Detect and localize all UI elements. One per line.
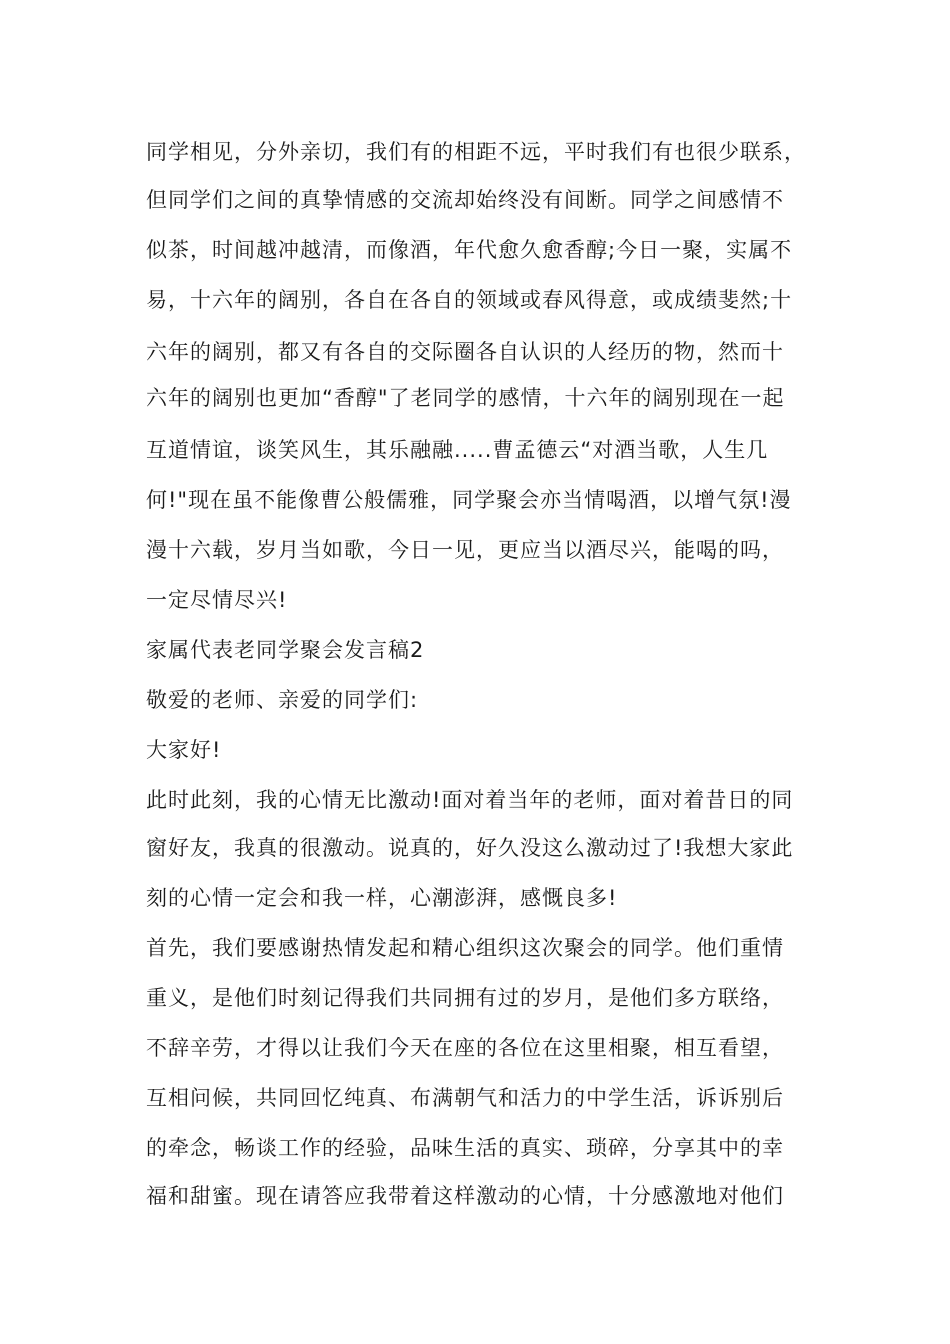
text-line: 但同学们之间的真挚情感的交流却始终没有间断。同学之间感情不 [146,188,784,212]
text-line: 一定尽情尽兴! [146,588,288,612]
salutation: 敬爱的老师、亲爱的同学们: [146,688,419,712]
text-line: 六年的阔别，都又有各自的交际圈各自认识的人经历的物，然而十 [146,340,784,364]
text-line: 此时此刻，我的心情无比激动!面对着当年的老师，面对着昔日的同 [146,788,794,812]
section-heading: 家属代表老同学聚会发言稿2 [146,638,425,662]
text-line: 窗好友，我真的很激动。说真的，好久没这么激动过了!我想大家此 [146,836,794,860]
text-line: 的牵念，畅谈工作的经验，品味生活的真实、琐碎，分享其中的幸 [146,1136,784,1160]
text-line: 福和甜蜜。现在请答应我带着这样激动的心情，十分感激地对他们 [146,1184,784,1208]
text-line: 重义，是他们时刻记得我们共同拥有过的岁月，是他们多方联络， [146,986,784,1010]
text-line: 首先，我们要感谢热情发起和精心组织这次聚会的同学。他们重情 [146,936,784,960]
text-line: 互相问候，共同回忆纯真、布满朝气和活力的中学生活，诉诉别后 [146,1086,784,1110]
text-line: 同学相见，分外亲切，我们有的相距不远，平时我们有也很少联系， [146,140,806,164]
greeting: 大家好! [146,738,222,762]
text-line: 不辞辛劳，才得以让我们今天在座的各位在这里相聚，相互看望， [146,1036,784,1060]
text-line: 漫十六载，岁月当如歌，今日一见，更应当以酒尽兴，能喝的吗， [146,538,784,562]
text-line: 互道情谊，谈笑风生，其乐融融.....曹孟德云“对酒当歌，人生几 [146,438,769,462]
text-line: 易，十六年的阔别，各自在各自的领域或春风得意，或成绩斐然;十 [146,288,793,312]
text-line: 刻的心情一定会和我一样，心潮澎湃，感慨良多! [146,886,618,910]
text-line: 何!"现在虽不能像曹公般儒雅，同学聚会亦当情喝酒，以增气氛!漫 [146,488,792,512]
text-line: 似茶，时间越冲越清，而像酒，年代愈久愈香醇;今日一聚，实属不 [146,238,793,262]
text-line: 六年的阔别也更加“香醇"了老同学的感情，十六年的阔别现在一起 [146,386,785,410]
